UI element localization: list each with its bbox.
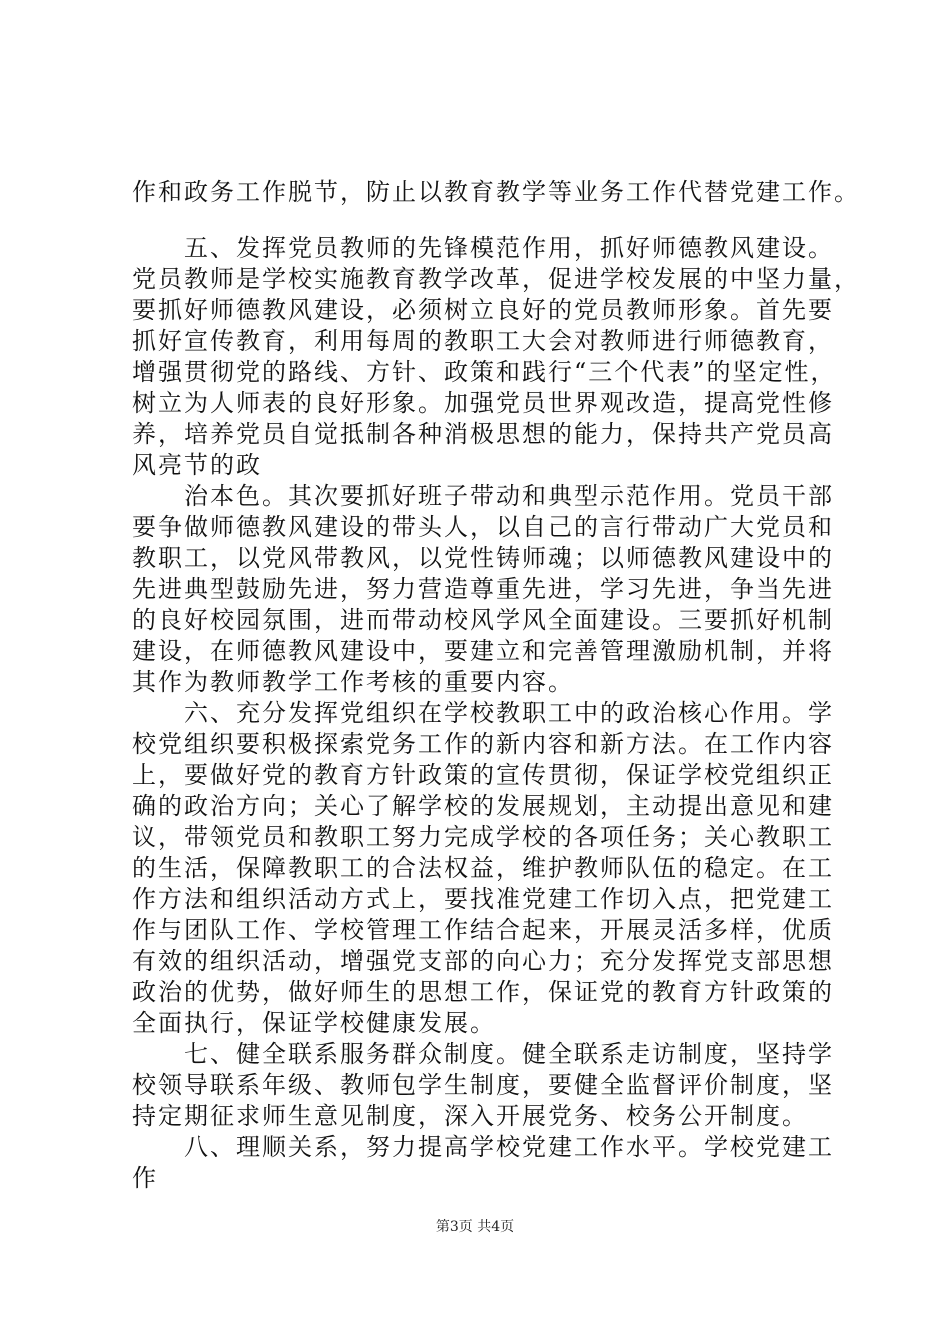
text-line: 七、健全联系服务群众制度。健全联系走访制度，坚持学 — [132, 1040, 834, 1068]
page-footer: 第3页 共4页 — [435, 1219, 515, 1235]
text-line: 其作为教师教学工作考核的重要内容。 — [132, 668, 574, 696]
text-line: 先进典型鼓励先进，努力营造尊重先进，学习先进，争当先进 — [132, 575, 834, 603]
text-line: 养，培养党员自觉抵制各种消极思想的能力，保持共产党员高 — [132, 420, 834, 448]
text-line: 全面执行，保证学校健康发展。 — [132, 1009, 496, 1037]
text-line: 的良好校园氛围，进而带动校风学风全面建设。三要抓好机制 — [132, 606, 834, 634]
text-line: 要抓好师德教风建设，必须树立良好的党员教师形象。首先要 — [132, 296, 834, 324]
text-line: 风亮节的政 — [132, 451, 262, 479]
text-line: 持定期征求师生意见制度，深入开展党务、校务公开制度。 — [132, 1102, 808, 1130]
text-line: 建设，在师德教风建设中，要建立和完善管理激励机制，并将 — [132, 637, 834, 665]
text-line: 五、发挥党员教师的先锋模范作用，抓好师德教风建设。 — [132, 234, 834, 262]
text-line: 八、理顺关系，努力提高学校党建工作水平。学校党建工 — [132, 1133, 834, 1161]
text-line: 有效的组织活动，增强党支部的向心力；充分发挥党支部思想 — [132, 947, 834, 975]
text-line: 作 — [132, 1164, 158, 1192]
text-line: 的生活，保障教职工的合法权益，维护教师队伍的稳定。在工 — [132, 854, 834, 882]
text-line: 治本色。其次要抓好班子带动和典型示范作用。党员干部 — [132, 482, 834, 510]
text-line: 六、充分发挥党组织在学校教职工中的政治核心作用。学 — [132, 699, 834, 727]
text-line: 政治的优势，做好师生的思想工作，保证党的教育方针政策的 — [132, 978, 834, 1006]
text-line: 校领导联系年级、教师包学生制度，要健全监督评价制度，坚 — [132, 1071, 834, 1099]
text-line: 要争做师德教风建设的带头人，以自己的言行带动广大党员和 — [132, 513, 834, 541]
text-line: 抓好宣传教育，利用每周的教职工大会对教师进行师德教育， — [132, 327, 834, 355]
text-line: 增强贯彻党的路线、方针、政策和践行“三个代表”的坚定性， — [132, 358, 837, 386]
text-line: 树立为人师表的良好形象。加强党员世界观改造，提高党性修 — [132, 389, 834, 417]
text-line: 作方法和组织活动方式上，要找准党建工作切入点，把党建工 — [132, 885, 834, 913]
text-line: 议，带领党员和教职工努力完成学校的各项任务；关心教职工 — [132, 823, 834, 851]
text-line: 教职工，以党风带教风，以党性铸师魂；以师德教风建设中的 — [132, 544, 834, 572]
text-line: 上，要做好党的教育方针政策的宣传贯彻，保证学校党组织正 — [132, 761, 834, 789]
text-line: 党员教师是学校实施教育教学改革，促进学校发展的中坚力量， — [132, 265, 860, 293]
text-line: 确的政治方向；关心了解学校的发展规划，主动提出意见和建 — [132, 792, 834, 820]
text-line: 作和政务工作脱节，防止以教育教学等业务工作代替党建工作。 — [132, 178, 860, 206]
text-line: 校党组织要积极探索党务工作的新内容和新方法。在工作内容 — [132, 730, 834, 758]
text-line: 作与团队工作、学校管理工作结合起来，开展灵活多样，优质 — [132, 916, 834, 944]
